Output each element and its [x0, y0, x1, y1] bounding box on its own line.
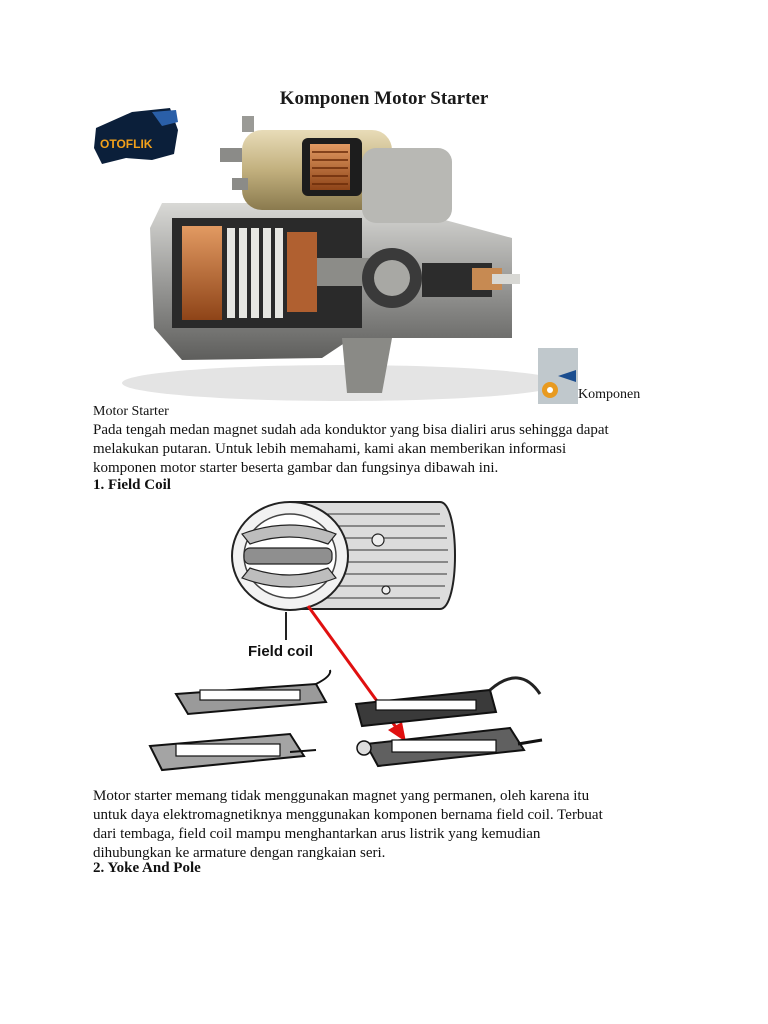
field-coil-figure [140, 494, 560, 784]
field-coil-right-lower [357, 728, 542, 766]
section-heading-yoke-and-pole: 2. Yoke And Pole [93, 860, 201, 876]
section-heading-field-coil: 1. Field Coil [93, 477, 171, 493]
intro-paragraph: Pada tengah medan magnet sudah ada konduktor yang bisa dialiri arus sehingga dapat melakukan putaran. Untuk lebih memahami, kami akan memberikan informasi komponen motor starter beserta gambar dan fungsinya dibawah ini. [93, 422, 609, 476]
svg-text:OTOFLIK: OTOFLIK [100, 137, 153, 151]
field-coil-label: Field coil [248, 643, 314, 660]
field-coil-left-upper [176, 670, 330, 714]
figure-caption-continued: Motor Starter [93, 404, 169, 419]
otoflik-small-logo [538, 348, 578, 404]
otoflik-logo [94, 108, 178, 164]
page-title: Komponen Motor Starter [279, 88, 489, 109]
yoke-cylinder [232, 502, 455, 610]
field-coil-right-upper [356, 678, 540, 726]
figure-caption: Komponen [578, 387, 641, 402]
field-coil-paragraph: Motor starter memang tidak menggunakan magnet yang permanen, oleh karena itu untuk daya elektromagnetiknya menggunakan komponen bernama field coil. Terbuat dari tembaga, field coil mampu menghantarkan arus listrik yang kemudian dihubungkan ke armature dengan rangkaian seri. [93, 788, 603, 861]
field-coil-left-lower [150, 734, 316, 770]
starter-motor-figure [92, 108, 578, 404]
